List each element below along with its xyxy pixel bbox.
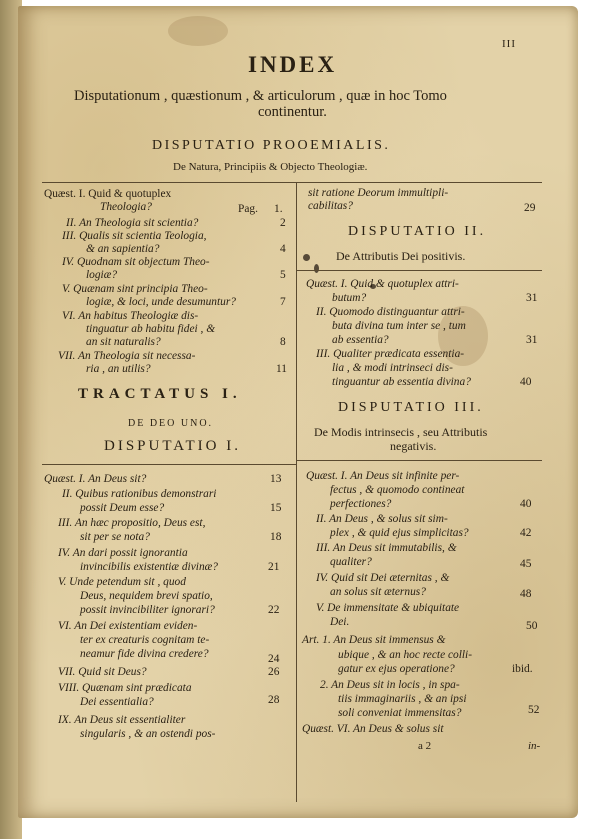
page-ref: 40 xyxy=(520,376,532,388)
signature-mark: a 2 xyxy=(418,740,432,752)
toc-entry-cont: ria , an utilis? xyxy=(86,363,151,375)
toc-entry: II. Quibus rationibus demonstrari xyxy=(62,488,217,500)
page-ref: 18 xyxy=(270,531,282,543)
toc-entry: VII. Quid sit Deus? xyxy=(58,666,147,678)
section-rule xyxy=(42,464,296,465)
toc-entry-cont: lia , & modi intrinseci dis- xyxy=(332,362,453,374)
column-top-rule xyxy=(42,182,542,183)
toc-entry-cont: qualiter? xyxy=(330,556,372,568)
toc-entry: Quæst. VI. An Deus & solus sit xyxy=(302,723,444,735)
tractatus-heading: TRACTATUS I. xyxy=(78,386,242,402)
tractatus-subheading: DE DEO UNO. xyxy=(128,418,214,429)
toc-entry-cont: soli conveniat immensitas? xyxy=(338,707,462,719)
toc-entry: V. Unde petendum sit , quod xyxy=(58,576,186,588)
page-ref: 50 xyxy=(526,620,538,632)
page-ref: 15 xyxy=(270,502,282,514)
index-subtitle-line2: continentur. xyxy=(258,104,327,120)
toc-entry-cont: logiæ? xyxy=(86,269,118,281)
toc-entry-cont: possit Deum esse? xyxy=(80,502,165,514)
toc-entry-cont: butum? xyxy=(332,292,367,304)
page-ref: 31 xyxy=(526,292,538,304)
toc-entry-cont: & an sapientia? xyxy=(86,243,160,255)
toc-entry: Quæst. I. An Deus sit? xyxy=(44,473,147,485)
disputatio-prooemialis-subheading: De Natura, Principiis & Objecto Theologiæ. xyxy=(173,161,368,173)
toc-entry-cont: singularis , & an ostendi pos- xyxy=(80,728,216,740)
disputatio-2-heading: DISPUTATIO II. xyxy=(348,224,487,239)
toc-entry: VI. An Dei existentiam eviden- xyxy=(58,620,198,632)
disputatio-2-subheading: De Attributis Dei positivis. xyxy=(336,249,466,263)
toc-entry-cont: neamur fide divina credere? xyxy=(80,648,209,660)
toc-entry-cont: tiis immaginariis , & an ipsi xyxy=(338,693,467,705)
toc-entry: IX. An Deus sit essentialiter xyxy=(58,714,186,726)
page-ref: 28 xyxy=(268,694,280,706)
toc-entry-cont: invincibilis existentiæ divinæ? xyxy=(80,561,218,573)
page-ref: 2 xyxy=(280,217,286,229)
page-ref: 31 xyxy=(526,334,538,346)
toc-entry: Quæst. I. Quid & quotuplex attri- xyxy=(306,278,459,290)
toc-entry-cont: sit per se nota? xyxy=(80,531,150,543)
toc-entry: 2. An Deus sit in locis , in spa- xyxy=(320,679,460,691)
ink-blot xyxy=(314,264,319,273)
disputatio-1-heading: DISPUTATIO I. xyxy=(104,438,241,454)
toc-entry: V. Quænam sint principia Theo- xyxy=(62,283,208,295)
toc-entry-cont: Dei essentialia? xyxy=(80,696,154,708)
toc-entry-cont: an sit naturalis? xyxy=(86,336,161,348)
toc-entry: IV. Quodnam sit objectum Theo- xyxy=(62,256,210,268)
disputatio-3-subheading-2: negativis. xyxy=(390,439,437,453)
disputatio-3-subheading-1: De Modis intrinsecis , seu Attributis xyxy=(314,425,488,439)
page-ref: 29 xyxy=(524,202,536,214)
toc-entry-cont: Theologia? xyxy=(100,201,152,213)
page-ref: 13 xyxy=(270,473,282,485)
page-ref: 24 xyxy=(268,653,280,665)
toc-entry-cont: Deus, nequidem brevi spatio, xyxy=(80,590,213,602)
page-label: Pag. xyxy=(238,203,258,215)
page-ref: 1. xyxy=(274,203,283,215)
page-ref: 40 xyxy=(520,498,532,510)
toc-entry-cont: Dei. xyxy=(330,616,350,628)
disputatio-3-heading: DISPUTATIO III. xyxy=(338,400,484,415)
toc-entry: III. Qualis sit scientia Teologia, xyxy=(62,230,207,242)
toc-entry: Quæst. I. Quid & quotuplex xyxy=(44,188,172,200)
page-ref: 22 xyxy=(268,604,280,616)
page-ref: 8 xyxy=(280,336,286,348)
toc-entry-cont: perfectiones? xyxy=(330,498,392,510)
page-ref: 45 xyxy=(520,558,532,570)
toc-entry-cont: gatur ex ejus operatione? xyxy=(338,663,455,675)
index-subtitle-line1: Disputationum , quæstionum , & articulorum , quæ in hoc Tomo xyxy=(74,88,447,104)
toc-entry: III. An Deus sit immutabilis, & xyxy=(316,542,457,554)
page-ref: 5 xyxy=(280,269,286,281)
toc-entry: VI. An habitus Theologiæ dis- xyxy=(62,310,199,322)
toc-entry: VII. An Theologia sit necessa- xyxy=(58,350,196,362)
page-ref: 7 xyxy=(280,296,286,308)
book-page xyxy=(18,6,578,818)
toc-entry: V. De immensitate & ubiquitate xyxy=(316,602,460,614)
page-ref: 48 xyxy=(520,588,532,600)
toc-entry: IV. An dari possit ignorantia xyxy=(58,547,188,559)
toc-entry-cont: ter ex creaturis cognitam te- xyxy=(80,634,210,646)
toc-entry: III. Qualiter prædicata essentia- xyxy=(316,348,465,360)
toc-entry: II. An Deus , & solus sit sim- xyxy=(316,513,448,525)
page-ref: 52 xyxy=(528,704,540,716)
section-rule xyxy=(296,460,542,461)
page-number: III xyxy=(502,38,516,50)
toc-entry-cont: tinguatur ab habitu fidei , & xyxy=(86,323,216,335)
paper-stain xyxy=(168,16,228,46)
section-rule xyxy=(296,270,542,271)
page-ref: 11 xyxy=(276,363,287,375)
toc-entry: IV. Quid sit Dei æternitas , & xyxy=(316,572,450,584)
index-title: INDEX xyxy=(248,52,338,77)
toc-entry: Quæst. I. An Deus sit infinite per- xyxy=(306,470,460,482)
toc-entry: II. Quomodo distinguantur attri- xyxy=(316,306,465,318)
toc-entry-cont: logiæ, & loci, unde desumuntur? xyxy=(86,296,236,308)
disputatio-prooemialis-heading: DISPUTATIO PROOEMIALIS. xyxy=(152,138,391,153)
page-ref: 42 xyxy=(520,527,532,539)
page-ref: 21 xyxy=(268,561,280,573)
toc-entry-cont: possit invincibiliter ignorari? xyxy=(80,604,215,616)
page-ref: 4 xyxy=(280,243,286,255)
toc-entry: II. An Theologia sit scientia? xyxy=(66,217,199,229)
toc-entry-cont: cabilitas? xyxy=(308,200,353,212)
toc-entry-cont: fectus , & quomodo contineat xyxy=(330,484,465,496)
toc-entry-cont: tinguantur ab essentia divina? xyxy=(332,376,471,388)
toc-entry-cont: ab essentia? xyxy=(332,334,389,346)
toc-entry: III. An hæc propositio, Deus est, xyxy=(58,517,206,529)
toc-entry: VIII. Quænam sint prædicata xyxy=(58,682,192,694)
toc-entry-cont: buta divina tum inter se , tum xyxy=(332,320,466,332)
toc-entry-cont: plex , & quid ejus simplicitas? xyxy=(330,527,469,539)
toc-entry-cont: ubique , & an hoc recte colli- xyxy=(338,649,473,661)
column-divider xyxy=(296,182,297,802)
toc-entry-cont: an solus sit æternus? xyxy=(330,586,426,598)
ink-blot xyxy=(303,254,310,261)
toc-entry-cont: sit ratione Deorum immultipli- xyxy=(308,187,449,199)
catchword: in- xyxy=(528,740,541,752)
toc-entry: Art. 1. An Deus sit immensus & xyxy=(302,634,446,646)
page-ref: ibid. xyxy=(512,663,533,675)
page-ref: 26 xyxy=(268,666,280,678)
